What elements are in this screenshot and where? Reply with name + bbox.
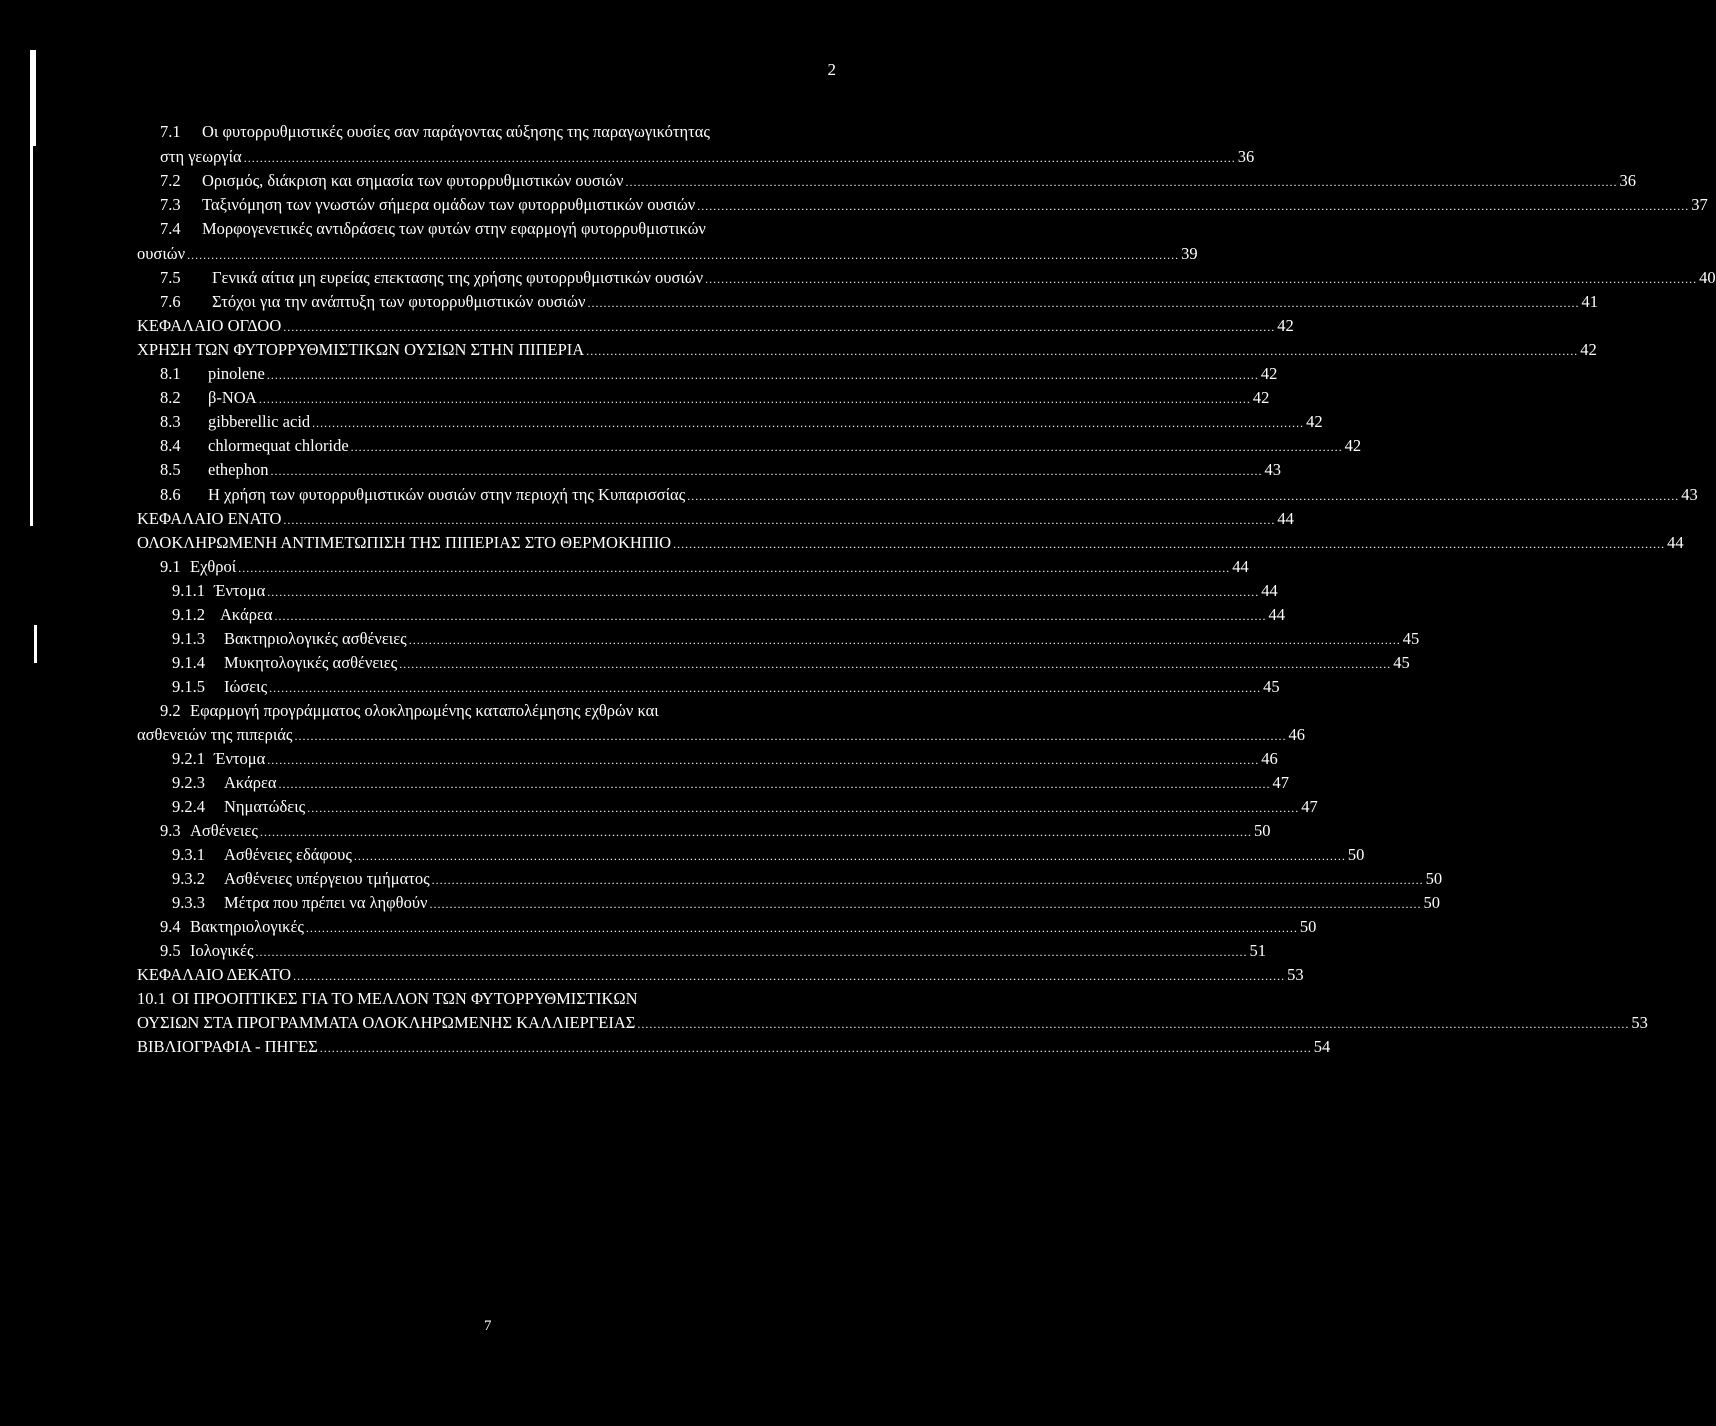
toc-entry bbox=[160, 145, 1255, 169]
toc-entry-title: Ακάρεα bbox=[220, 605, 273, 624]
toc-entry-title: pinolene bbox=[208, 364, 265, 383]
toc-entry bbox=[160, 410, 1323, 434]
toc-entry bbox=[137, 1035, 1331, 1059]
toc-dot-leader bbox=[399, 652, 1391, 676]
toc-dot-leader bbox=[256, 940, 1248, 964]
toc-entry-number: 9.1.1 bbox=[172, 581, 205, 600]
toc-dot-leader bbox=[354, 844, 1346, 868]
toc-entry-title: Ορισμός, διάκριση και σημασία των φυτορρυθμιστικών ουσιών bbox=[202, 171, 624, 190]
toc-entry-page: 42 bbox=[1277, 316, 1294, 335]
toc-entry bbox=[160, 555, 1249, 579]
toc-entry bbox=[137, 987, 836, 1011]
toc-entry-number: 9.3.2 bbox=[172, 869, 205, 888]
toc-entry-page: 44 bbox=[1667, 533, 1684, 552]
toc-entry bbox=[172, 651, 1410, 675]
toc-entry-title: Στόχοι για την ανάπτυξη των φυτορρυθμιστικών ουσιών bbox=[212, 292, 586, 311]
toc-entry-page: 46 bbox=[1288, 725, 1305, 744]
toc-dot-leader bbox=[586, 339, 1578, 363]
toc-dot-leader bbox=[306, 916, 1298, 940]
toc-entry-number: 8.1 bbox=[160, 364, 181, 383]
toc-entry-title: ΟΛΟΚΛΗΡΩΜΕΝΗ ΑΝΤΙΜΕΤΩΠΙΣΗ ΤΗΣ ΠΙΠΕΡΙΑΣ ΣΤΟ ΘΕΡΜΟΚΗΠΙΟ bbox=[137, 533, 672, 552]
toc-entry-page: 53 bbox=[1287, 965, 1304, 984]
toc-entry-title: ασθενειών της πιπεριάς bbox=[137, 725, 293, 744]
page-number: 2 bbox=[827, 60, 836, 79]
toc-entry-title: Βακτηριολογικές bbox=[190, 917, 304, 936]
toc-entry-page: 37 bbox=[1691, 195, 1708, 214]
toc-entry-page: 43 bbox=[1681, 485, 1698, 504]
toc-entry-page: 43 bbox=[1264, 460, 1281, 479]
toc-dot-leader bbox=[187, 243, 1179, 267]
toc-entry-page: 50 bbox=[1299, 917, 1317, 936]
toc-entry-title: Ασθένειες εδάφους bbox=[224, 845, 352, 864]
toc-entry-number: 9.1.3 bbox=[172, 629, 205, 648]
toc-dot-leader bbox=[673, 532, 1665, 556]
toc-dot-leader bbox=[283, 315, 1275, 339]
toc-entry-title: Έντομα bbox=[214, 581, 266, 600]
toc-entry-number: 7.4 bbox=[160, 219, 181, 238]
toc-entry-title: ΚΕΦΑΛΑΙΟ ΔΕΚΑΤΟ bbox=[137, 965, 292, 984]
toc-entry-number: 9.1 bbox=[160, 557, 181, 576]
toc-entry bbox=[172, 771, 1290, 795]
toc-entry-title: Ακάρεα bbox=[224, 773, 277, 792]
toc-entry-number: 8.5 bbox=[160, 460, 181, 479]
toc-entry-title: Οι φυτορρυθμιστικές ουσίες σαν παράγοντας αύξησης της παραγωγικότητας bbox=[202, 122, 710, 141]
toc-entry bbox=[160, 217, 822, 241]
toc-entry-page: 51 bbox=[1249, 941, 1267, 960]
toc-entry-number: 9.3.1 bbox=[172, 845, 205, 864]
toc-dot-leader bbox=[429, 892, 1421, 916]
toc-entry bbox=[160, 483, 1698, 507]
toc-entry-page: 45 bbox=[1263, 677, 1280, 696]
toc-entry bbox=[137, 314, 1294, 338]
toc-entry bbox=[172, 603, 1286, 627]
toc-dot-leader bbox=[267, 748, 1259, 772]
toc-dot-leader bbox=[283, 508, 1275, 532]
toc-entry-title: Βακτηριολογικές ασθένειες bbox=[224, 629, 407, 648]
toc-entry bbox=[172, 891, 1440, 915]
toc-entry-page: 42 bbox=[1252, 388, 1270, 407]
toc-dot-leader bbox=[260, 820, 1252, 844]
toc-entry-title: Μέτρα που πρέπει να ληφθούν bbox=[224, 893, 428, 912]
toc-dot-leader bbox=[312, 411, 1304, 435]
toc-entry-number: 9.1.5 bbox=[172, 677, 205, 696]
toc-entry bbox=[137, 963, 1304, 987]
toc-dot-leader bbox=[279, 772, 1271, 796]
toc-dot-leader bbox=[705, 267, 1697, 291]
bottom-page-mark: 7 bbox=[484, 1318, 492, 1334]
toc-entry-title: Ταξινόμηση των γνωστών σήμερα ομάδων των φυτορρυθμιστικών ουσιών bbox=[202, 195, 696, 214]
toc-dot-leader bbox=[697, 194, 1689, 218]
toc-entry-number: 9.1.4 bbox=[172, 653, 205, 672]
toc-entry bbox=[160, 386, 1270, 410]
toc-entry-number: 9.4 bbox=[160, 917, 181, 936]
toc-entry-title: Ιολογικές bbox=[190, 941, 254, 960]
toc-entry-number: 9.2.3 bbox=[172, 773, 205, 792]
toc-entry bbox=[160, 362, 1278, 386]
toc-entry bbox=[172, 747, 1278, 771]
toc-entry-title: ουσιών bbox=[137, 244, 186, 263]
toc-entry-title: στη γεωργία bbox=[160, 147, 242, 166]
toc-dot-leader bbox=[351, 435, 1343, 459]
toc-entry-page: 41 bbox=[1581, 292, 1598, 311]
toc-dot-leader bbox=[270, 459, 1262, 483]
toc-entry-number: 7.5 bbox=[160, 268, 181, 287]
toc-entry-number: 10.1 bbox=[137, 989, 166, 1008]
toc-entry-page: 39 bbox=[1181, 244, 1198, 263]
toc-entry-title: Ιώσεις bbox=[224, 677, 268, 696]
toc-entry-page: 42 bbox=[1580, 340, 1597, 359]
toc-entry-page: 46 bbox=[1261, 749, 1278, 768]
toc-entry-number: 7.1 bbox=[160, 122, 181, 141]
toc-entry-page: 47 bbox=[1301, 797, 1318, 816]
toc-entry bbox=[160, 939, 1267, 963]
toc-dot-leader bbox=[637, 1012, 1629, 1036]
toc-entry-page: 42 bbox=[1306, 412, 1323, 431]
toc-entry-title: ΟΥΣΙΩΝ ΣΤΑ ΠΡΟΓΡΑΜΜΑΤΑ ΟΛΟΚΛΗΡΩΜΕΝΗΣ ΚΑΛΛΙΕΡΓΕΙΑΣ bbox=[137, 1013, 636, 1032]
toc-entry-title: Εφαρμογή προγράμματος ολοκληρωμένης καταπολέμησης εχθρών και bbox=[190, 701, 659, 720]
toc-entry-number: 8.2 bbox=[160, 388, 181, 407]
toc-entry-title: Μυκητολογικές ασθένειες bbox=[224, 653, 398, 672]
toc-entry-page: 50 bbox=[1347, 845, 1365, 864]
toc-entry bbox=[172, 867, 1443, 891]
toc-entry-number: 7.2 bbox=[160, 171, 181, 190]
toc-entry-number: 9.2 bbox=[160, 701, 181, 720]
toc-entry-number: 9.5 bbox=[160, 941, 181, 960]
toc-entry-page: 40 bbox=[1699, 268, 1716, 287]
toc-entry-title: gibberellic acid bbox=[208, 412, 311, 431]
toc-entry-title: Νηματώδεις bbox=[224, 797, 306, 816]
toc-entry bbox=[137, 507, 1294, 531]
toc-entry bbox=[160, 434, 1362, 458]
toc-entry bbox=[160, 169, 1636, 193]
toc-entry-title: Εχθροί bbox=[190, 557, 237, 576]
toc-entry-title: Η χρήση των φυτορρυθμιστικών ουσιών στην περιοχή της Κυπαρισσίας bbox=[208, 485, 686, 504]
toc-entry bbox=[137, 1011, 1648, 1035]
toc-entry-page: 47 bbox=[1272, 773, 1290, 792]
toc-entry-page: 44 bbox=[1277, 509, 1294, 528]
toc-dot-leader bbox=[269, 676, 1261, 700]
toc-entry-number: 7.3 bbox=[160, 195, 181, 214]
toc-dot-leader bbox=[238, 556, 1230, 580]
toc-entry-number: 8.3 bbox=[160, 412, 181, 431]
toc-entry-page: 42 bbox=[1344, 436, 1362, 455]
toc-entry-page: 50 bbox=[1253, 821, 1271, 840]
toc-entry-page: 53 bbox=[1631, 1013, 1648, 1032]
toc-entry bbox=[172, 579, 1278, 603]
toc-entry-number: 9.1.2 bbox=[172, 605, 205, 624]
toc-entry-page: 44 bbox=[1232, 557, 1249, 576]
toc-entry-page: 50 bbox=[1423, 893, 1440, 912]
toc-dot-leader bbox=[432, 868, 1424, 892]
toc-entry-title: β-ΝΟΑ bbox=[208, 388, 257, 407]
toc-dot-leader bbox=[320, 1036, 1312, 1060]
toc-entry bbox=[172, 843, 1365, 867]
toc-entry-page: 45 bbox=[1393, 653, 1410, 672]
toc-entry bbox=[137, 723, 1305, 747]
toc-entry-number: 9.3.3 bbox=[172, 893, 205, 912]
toc-entry-page: 44 bbox=[1268, 605, 1286, 624]
toc-entry bbox=[172, 627, 1420, 651]
toc-entry-title: ethephon bbox=[208, 460, 269, 479]
toc-entry-number: 8.6 bbox=[160, 485, 181, 504]
toc-entry-title: ΚΕΦΑΛΑΙΟ ΕΝΑΤΟ bbox=[137, 509, 282, 528]
toc-entry-title: Ασθένειες υπέργειου τμήματος bbox=[224, 869, 430, 888]
toc-entry bbox=[160, 819, 1271, 843]
toc-entry-title: ΧΡΗΣΗ ΤΩΝ ΦΥΤΟΡΡΥΘΜΙΣΤΙΚΩΝ ΟΥΣΙΩΝ ΣΤΗΝ ΠΙΠΕΡΙΑ bbox=[137, 340, 585, 359]
toc-dot-leader bbox=[625, 170, 1617, 194]
toc-entry-number: 9.2.1 bbox=[172, 749, 205, 768]
toc-entry-page: 54 bbox=[1313, 1037, 1331, 1056]
toc-dot-leader bbox=[294, 724, 1286, 748]
toc-entry bbox=[137, 338, 1597, 362]
toc-entry-page: 44 bbox=[1261, 581, 1278, 600]
toc-entry bbox=[160, 266, 1716, 290]
toc-entry-title: Ασθένειες bbox=[190, 821, 258, 840]
toc-entry bbox=[160, 699, 836, 723]
toc-entry bbox=[160, 915, 1317, 939]
toc-entry-page: 45 bbox=[1402, 629, 1420, 648]
toc-entry bbox=[172, 675, 1280, 699]
toc-dot-leader bbox=[293, 964, 1285, 988]
toc-dot-leader bbox=[267, 580, 1259, 604]
toc-entry bbox=[160, 290, 1598, 314]
toc-entry-page: 36 bbox=[1237, 147, 1255, 166]
toc-entry-number: 8.4 bbox=[160, 436, 181, 455]
toc-entry-page: 42 bbox=[1260, 364, 1278, 383]
toc-entry-number: 9.3 bbox=[160, 821, 181, 840]
toc-entry bbox=[160, 458, 1281, 482]
toc-entry-title: chlormequat chloride bbox=[208, 436, 349, 455]
toc-dot-leader bbox=[259, 387, 1251, 411]
toc-entry bbox=[160, 120, 822, 144]
toc-entry-number: 9.2.4 bbox=[172, 797, 205, 816]
toc-dot-leader bbox=[587, 291, 1579, 315]
toc-dot-leader bbox=[307, 796, 1299, 820]
toc-dot-leader bbox=[275, 604, 1267, 628]
toc-entry-title: Έντομα bbox=[214, 749, 266, 768]
toc-entry-page: 36 bbox=[1619, 171, 1636, 190]
toc-entry bbox=[172, 795, 1318, 819]
toc-dot-leader bbox=[687, 484, 1679, 508]
toc-entry-title: Μορφογενετικές αντιδράσεις των φυτών στην εφαρμογή φυτορρυθμιστικών bbox=[202, 219, 706, 238]
toc-entry bbox=[137, 531, 1684, 555]
toc-entry-title: ΟΙ ΠΡΟΟΠΤΙΚΕΣ ΓΙΑ ΤΟ ΜΕΛΛΟΝ ΤΩΝ ΦΥΤΟΡΡΥΘΜΙΣΤΙΚΩΝ bbox=[171, 989, 638, 1008]
toc-entry-title: Γενικά αίτια μη ευρείας επεκτασης της χρήσης φυτορρυθμιστικών ουσιών bbox=[212, 268, 704, 287]
toc-entry-title: ΚΕΦΑΛΑΙΟ ΟΓΔΟΟ bbox=[137, 316, 282, 335]
toc-entry-page: 50 bbox=[1425, 869, 1443, 888]
toc-dot-leader bbox=[409, 628, 1401, 652]
toc-dot-leader bbox=[244, 146, 1236, 170]
toc-entry-number: 7.6 bbox=[160, 292, 181, 311]
toc-dot-leader bbox=[267, 363, 1259, 387]
toc-entry bbox=[137, 242, 1198, 266]
toc-entry-title: ΒΙΒΛΙΟΓΡΑΦΙΑ - ΠΗΓΕΣ bbox=[137, 1037, 318, 1056]
toc-entry bbox=[160, 193, 1708, 217]
